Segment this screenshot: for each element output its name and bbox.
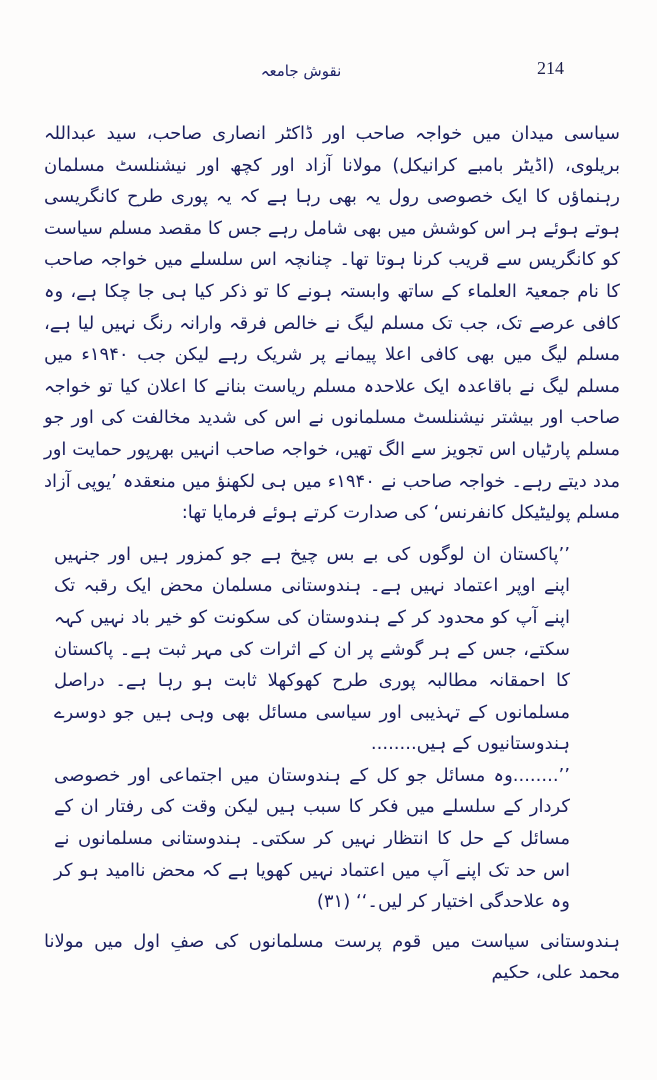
intro-paragraph: سیاسی میدان میں خواجہ صاحب اور ڈاکٹر انصاری صاحب، سید عبداللہ بریلوی، (اڈیٹر بامبے کرانیکل) مولانا آزاد اور کچھ اور نیشنلسٹ مسلمان رہنماؤں کا ایک خصوصی رول یہ بھی رہا ہے کہ یہ پوری طرح کانگریسی ہوتے ہوئے ہر اس کوشش میں بھی شامل رہے جس کا مقصد مسلم سیاست کو کانگریس سے قریب کرنا ہوتا تھا۔ چنانچہ اس سلسلے میں خواجہ صاحب کا نام جمعیۃ العلماء کے ساتھ وابستہ ہونے کا تو ذکر کیا ہی جا چکا ہے، وہ کافی عرصے تک، جب تک مسلم لیگ نے خالص فرقہ وارانہ رنگ نہیں لیا ہے، مسلم لیگ میں بھی کافی اعلا پیمانے پر شریک رہے لیکن جب ۱۹۴۰ء میں مسلم لیگ نے باقاعدہ ایک علاحدہ مسلم ریاست بنانے کا اعلان کیا تو خواجہ صاحب اور بیشتر نیشنلسٹ مسلمانوں نے اس کی شدید مخالفت کی اور جو مسلم پارٹیاں اس تجویز سے الگ تھیں، خواجہ صاحب انہیں بھرپور حمایت اور مدد دیتے رہے۔ خواجہ صاحب نے ۱۹۴۰ء میں ہی لکھنؤ میں منعقدہ ’یوپی آزاد مسلم پولیٹیکل کانفرنس‘ کی صدارت کرتے ہوئے فرمایا تھا:	[44, 123, 621, 524]
closing-line: ہندوستانی سیاست میں قوم پرست مسلمانوں کی صفِ اول میں مولانا محمد علی، حکیم	[44, 930, 620, 984]
quote-block-1: ’’پاکستان ان لوگوں کی بے بس چیخ ہے جو کمزور ہیں اور جنہیں اپنے اوپر اعتماد نہیں ہے۔ ہندوستانی مسلمان محض ایک رقبہ تک اپنے آپ کو محدود کر کے ہندوستان کی سکونت کو خیر باد نہیں کہہ سکتے، جس کے ہر گوشے پر ان کے اثرات کی مہر ثبت ہے۔ پاکستان کا احمقانہ مطالبہ پوری طرح کھوکھلا ثابت ہو رہا ہے۔ دراصل مسلمانوں کے تہذیبی اور سیاسی مسائل بھی وہی ہیں جو دوسرے ہندوستانیوں کے ہیں........	[54, 543, 570, 755]
page-body	[44, 118, 620, 989]
page-number: 214	[537, 58, 564, 78]
running-header: نقوش جامعہ	[260, 62, 342, 80]
quote-block-2: ’’........وہ مسائل جو کل کے ہندوستان میں اجتماعی اور خصوصی کردار کے سلسلے میں فکر کا سبب ہیں لیکن وقت کی رفتار ان کے مسائل کے حل کا انتظار نہیں کر سکتی۔ ہندوستانی مسلمانوں نے اس حد تک اپنے آپ میں اعتماد نہیں کھویا ہے کہ محض ناامید ہو کر وہ علاحدگی اختیار کر لیں۔‘‘ (۳۱)	[54, 764, 570, 913]
